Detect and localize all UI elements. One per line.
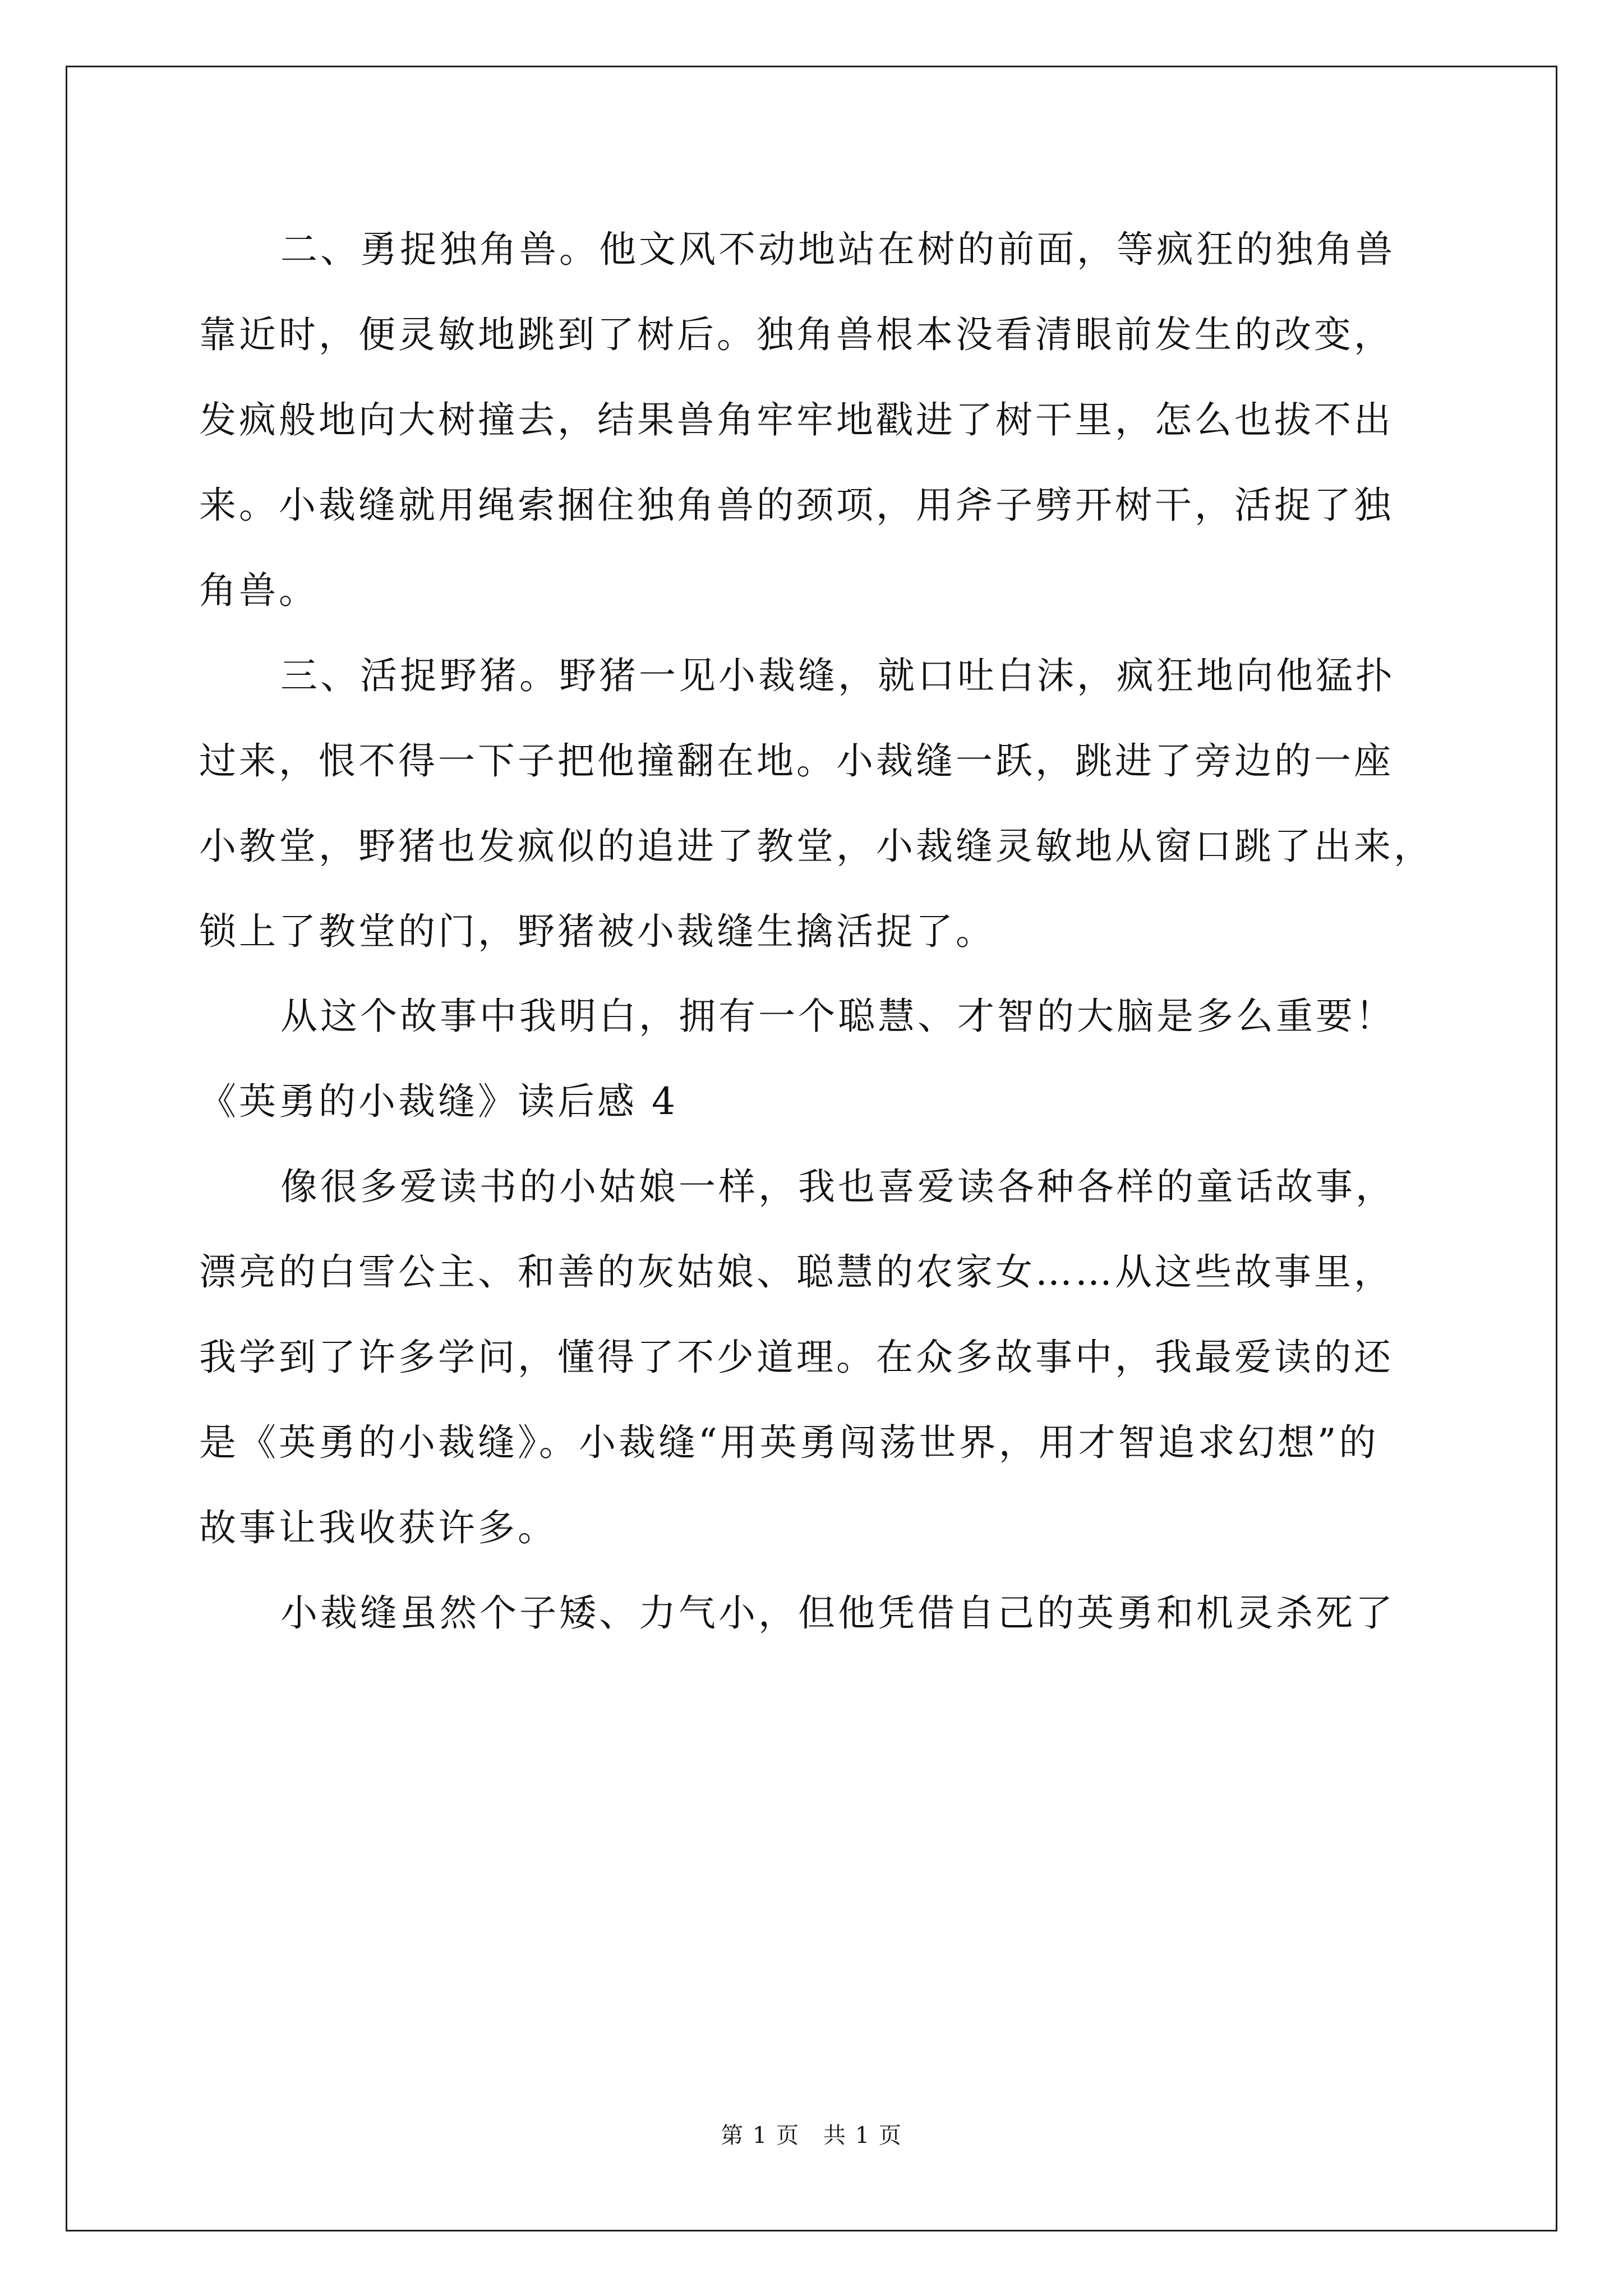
paragraph-line: 锁上了教堂的门，野猪被小裁缝生擒活捉了。 [199, 910, 995, 953]
paragraph-line: 角兽。 [199, 569, 319, 612]
paragraph-line: 来。小裁缝就用绳索捆住独角兽的颈项，用斧子劈开树干，活捉了独 [199, 484, 1394, 527]
paragraph-line: 从这个故事中我明白，拥有一个聪慧、才智的大脑是多么重要！ [280, 995, 1395, 1038]
paragraph-line: 三、活捉野猪。野猪一见小裁缝，就口吐白沫，疯狂地向他猛扑 [280, 654, 1395, 697]
section-heading: 《英勇的小裁缝》读后感 4 [199, 1080, 678, 1123]
page-frame [66, 66, 1557, 2231]
paragraph-line: 漂亮的白雪公主、和善的灰姑娘、聪慧的农家女……从这些故事里， [199, 1250, 1394, 1294]
paragraph-line: 像很多爱读书的小姑娘一样，我也喜爱读各种各样的童话故事， [280, 1165, 1395, 1208]
paragraph-line: 我学到了许多学问，懂得了不少道理。在众多故事中，我最爱读的还 [199, 1336, 1394, 1379]
paragraph-line: 小裁缝虽然个子矮、力气小，但他凭借自己的英勇和机灵杀死了 [280, 1591, 1395, 1635]
paragraph-line: 靠近时，便灵敏地跳到了树后。独角兽根本没看清眼前发生的改变， [199, 313, 1394, 356]
paragraph-line: 是《英勇的小裁缝》。小裁缝“用英勇闯荡世界，用才智追求幻想”的 [199, 1421, 1379, 1464]
paragraph-line: 过来，恨不得一下子把他撞翻在地。小裁缝一跃，跳进了旁边的一座 [199, 739, 1394, 783]
paragraph-line: 故事让我收获许多。 [199, 1506, 557, 1549]
page-number: 第 1 页 共 1 页 [721, 2123, 902, 2148]
paragraph-line: 二、勇捉独角兽。他文风不动地站在树的前面，等疯狂的独角兽 [280, 228, 1395, 271]
paragraph-line: 发疯般地向大树撞去，结果兽角牢牢地戳进了树干里，怎么也拔不出 [199, 398, 1394, 441]
paragraph-line: 小教堂，野猪也发疯似的追进了教堂，小裁缝灵敏地从窗口跳了出来， [199, 825, 1433, 868]
